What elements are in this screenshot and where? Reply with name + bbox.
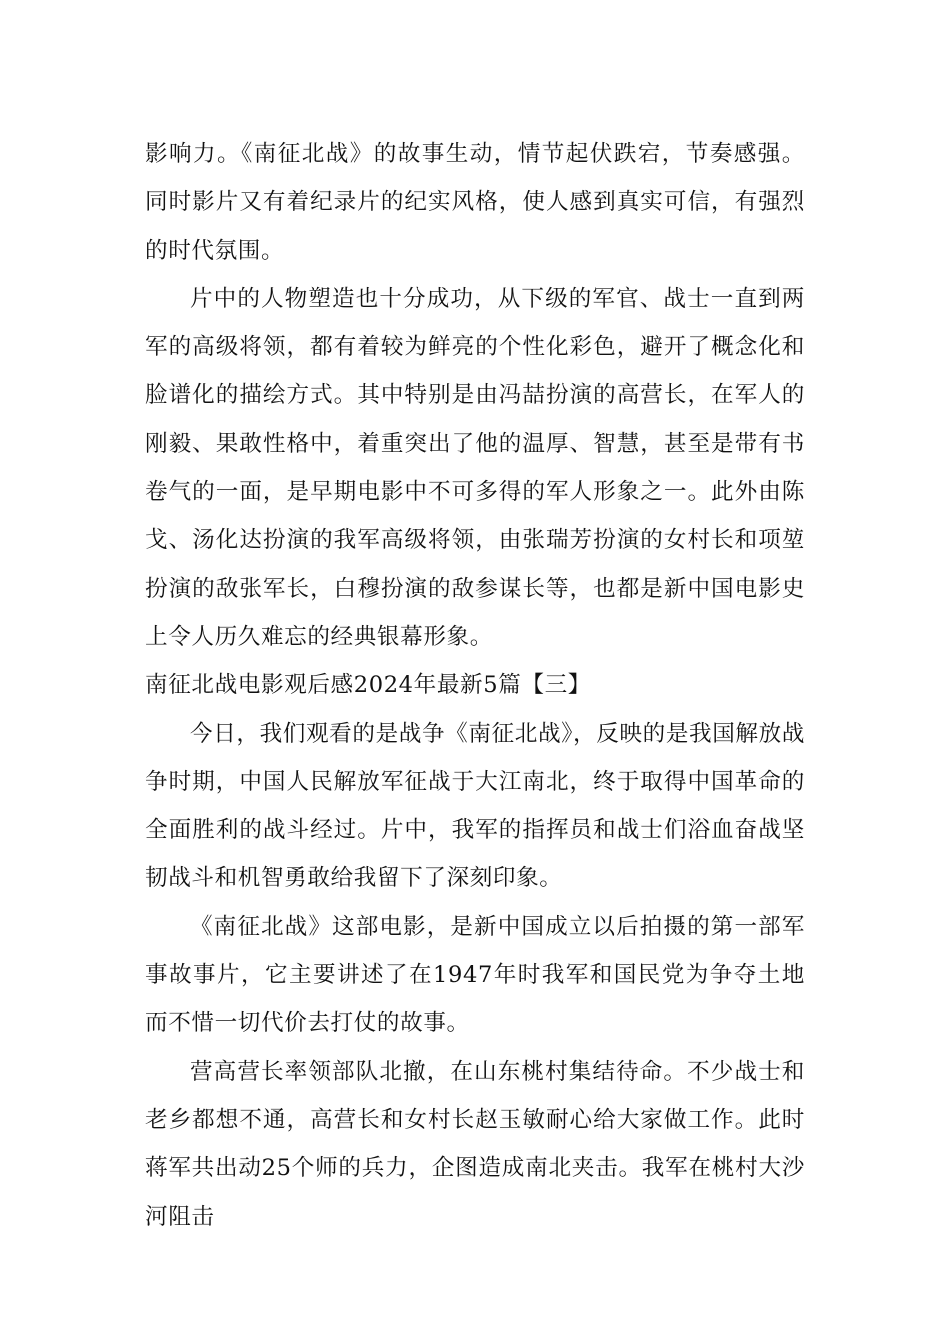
- paragraph-2: 片中的人物塑造也十分成功，从下级的军官、战士一直到两军的高级将领，都有着较为鲜亮的个性化彩色，避开了概念化和脸谱化的描绘方式。其中特别是由冯喆扮演的高营长，在军人的刚毅、果敢性格中，着重突出了他的温厚、智慧，甚至是带有书卷气的一面，是早期电影中不可多得的军人形象之一。此外由陈戈、汤化达扮演的我军高级将领，由张瑞芳扮演的女村长和项堃扮演的敌张军长，白穆扮演的敌参谋长等，也都是新中国电影史上令人历久难忘的经典银幕形象。: [145, 285, 805, 650]
- paragraph-5: 营高营长率领部队北撤，在山东桃村集结待命。不少战士和老乡都想不通，高营长和女村长赵玉敏耐心给大家做工作。此时蒋军共出动25个师的兵力，企图造成南北夹击。我军在桃村大沙河阻击: [145, 1058, 805, 1230]
- paragraph-3: 今日，我们观看的是战争《南征北战》，反映的是我国解放战争时期，中国人民解放军征战于大江南北，终于取得中国革命的全面胜利的战斗经过。片中，我军的指挥员和战士们浴血奋战坚韧战斗和机智勇敢给我留下了深刻印象。: [145, 720, 805, 892]
- paragraph-4: 《南征北战》这部电影，是新中国成立以后拍摄的第一部军事故事片，它主要讲述了在1947年时我军和国民党为争夺土地而不惜一切代价去打仗的故事。: [145, 913, 805, 1037]
- section-heading: 南征北战电影观后感2024年最新5篇【三】: [145, 672, 591, 699]
- paragraph-1: 影响力。《南征北战》的故事生动，情节起伏跌宕，节奏感强。同时影片又有着纪录片的纪实风格，使人感到真实可信，有强烈的时代氛围。: [145, 141, 805, 264]
- document-body: [145, 130, 805, 1241]
